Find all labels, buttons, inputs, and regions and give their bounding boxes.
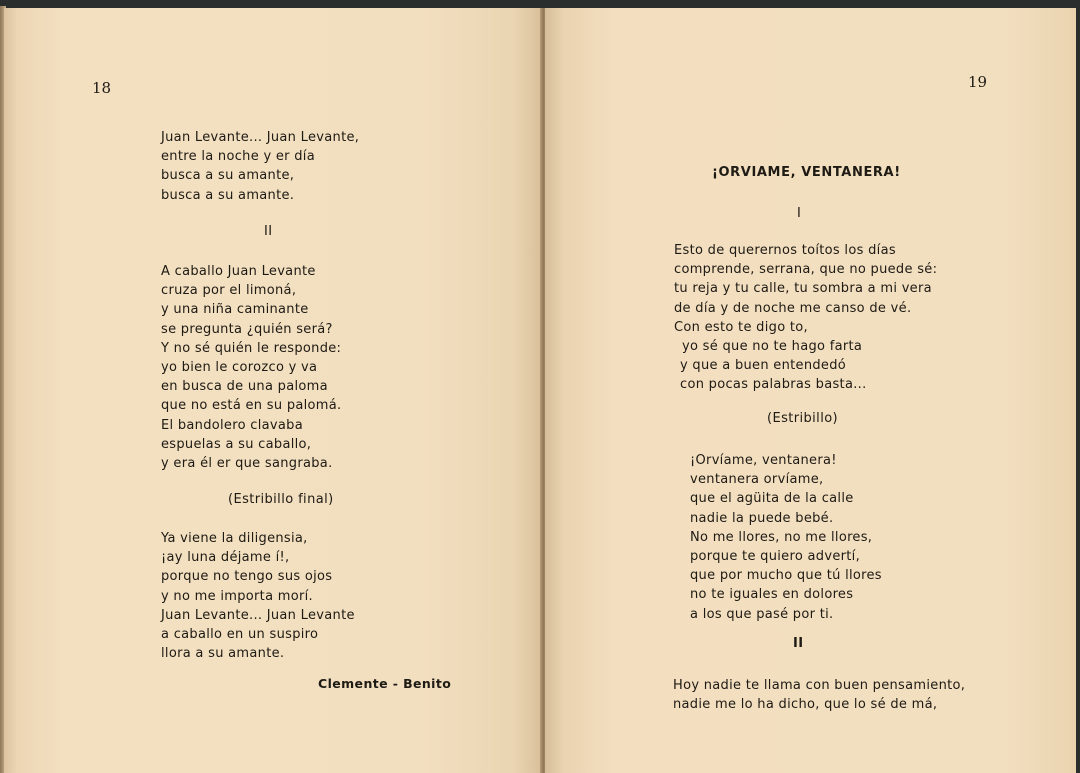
verse-line: no te iguales en dolores xyxy=(690,587,854,603)
verse-line: se pregunta ¿quién será? xyxy=(161,321,333,337)
verse-line: Juan Levante... Juan Levante, xyxy=(161,130,360,145)
section-number: I xyxy=(797,206,802,221)
verse-line: en busca de una paloma xyxy=(161,379,328,395)
verse-line: que el agüita de la calle xyxy=(690,491,854,507)
verse-line: ¡Orvíame, ventanera! xyxy=(690,453,837,468)
verse-line: y una niña caminante xyxy=(161,302,309,318)
right-stanza-1 xyxy=(674,241,937,395)
right-page xyxy=(545,8,1076,773)
verse-line: espuelas a su caballo, xyxy=(161,436,312,452)
verse-line: de día y de noche me canso de vé. xyxy=(674,300,912,316)
verse-line: con pocas palabras basta... xyxy=(680,377,867,393)
verse-line: llora a su amante. xyxy=(161,646,285,662)
verse-line: Hoy nadie te llama con buen pensamiento, xyxy=(673,678,966,693)
verse-line: y no me importa morí. xyxy=(161,588,313,604)
verse-line: Con esto te digo to, xyxy=(674,319,808,335)
verse-line: cruza por el limoná, xyxy=(161,283,297,299)
verse-line: No me llores, no me llores, xyxy=(690,529,873,545)
verse-line: Ya viene la diligensia, xyxy=(161,531,308,546)
verse-line: comprende, serrana, que no puede sé: xyxy=(674,262,938,278)
verse-line: y que a buen entendedó xyxy=(680,358,847,374)
verse-line: ¡ay luna déjame í!, xyxy=(161,550,290,566)
verse-line: a los que pasé por ti. xyxy=(690,606,834,622)
page-number-left: 18 xyxy=(92,79,112,97)
left-stanza-1 xyxy=(161,128,377,205)
section-number: II xyxy=(793,636,804,651)
verse-line: que no está en su palomá. xyxy=(161,398,342,414)
estribillo-label: (Estribillo) xyxy=(767,411,839,426)
verse-line: nadie me lo ha dicho, que lo sé de má, xyxy=(673,697,938,713)
author-signature: Clemente - Benito xyxy=(318,676,452,691)
verse-line: yo sé que no te hago farta xyxy=(682,338,863,354)
verse-line: yo bien le corozco y va xyxy=(161,359,318,375)
left-page xyxy=(4,8,542,773)
verse-line: entre la noche y er día xyxy=(161,149,315,165)
verse-line: busca a su amante. xyxy=(161,187,295,203)
verse-line: nadie la puede bebé. xyxy=(690,510,834,526)
right-stanza-3 xyxy=(673,676,965,714)
verse-line: y era él er que sangraba. xyxy=(161,455,333,471)
verse-line: Esto de querernos toítos los días xyxy=(674,243,896,258)
poem-title: ¡ORVIAME, VENTANERA! xyxy=(712,165,901,180)
right-stanza-2 xyxy=(690,451,882,624)
verse-line: tu reja y tu calle, tu sombra a mi vera xyxy=(674,281,932,297)
page-number-right: 19 xyxy=(968,73,988,91)
verse-line: a caballo en un suspiro xyxy=(161,626,319,642)
verse-line: El bandolero clavaba xyxy=(161,417,303,433)
verse-line: que por mucho que tú llores xyxy=(690,568,882,584)
verse-line: porque no tengo sus ojos xyxy=(161,569,333,585)
verse-line: A caballo Juan Levante xyxy=(161,264,316,279)
verse-line: porque te quiero advertí, xyxy=(690,548,861,564)
section-number: II xyxy=(264,224,273,239)
verse-line: busca a su amante, xyxy=(161,168,295,184)
left-stanza-2 xyxy=(161,262,341,473)
verse-line: Juan Levante... Juan Levante xyxy=(161,607,355,623)
verse-line: ventanera orvíame, xyxy=(690,472,824,488)
estribillo-final-label: (Estribillo final) xyxy=(228,492,334,507)
left-stanza-3 xyxy=(161,529,355,663)
verse-line: Y no sé quién le responde: xyxy=(161,340,342,356)
